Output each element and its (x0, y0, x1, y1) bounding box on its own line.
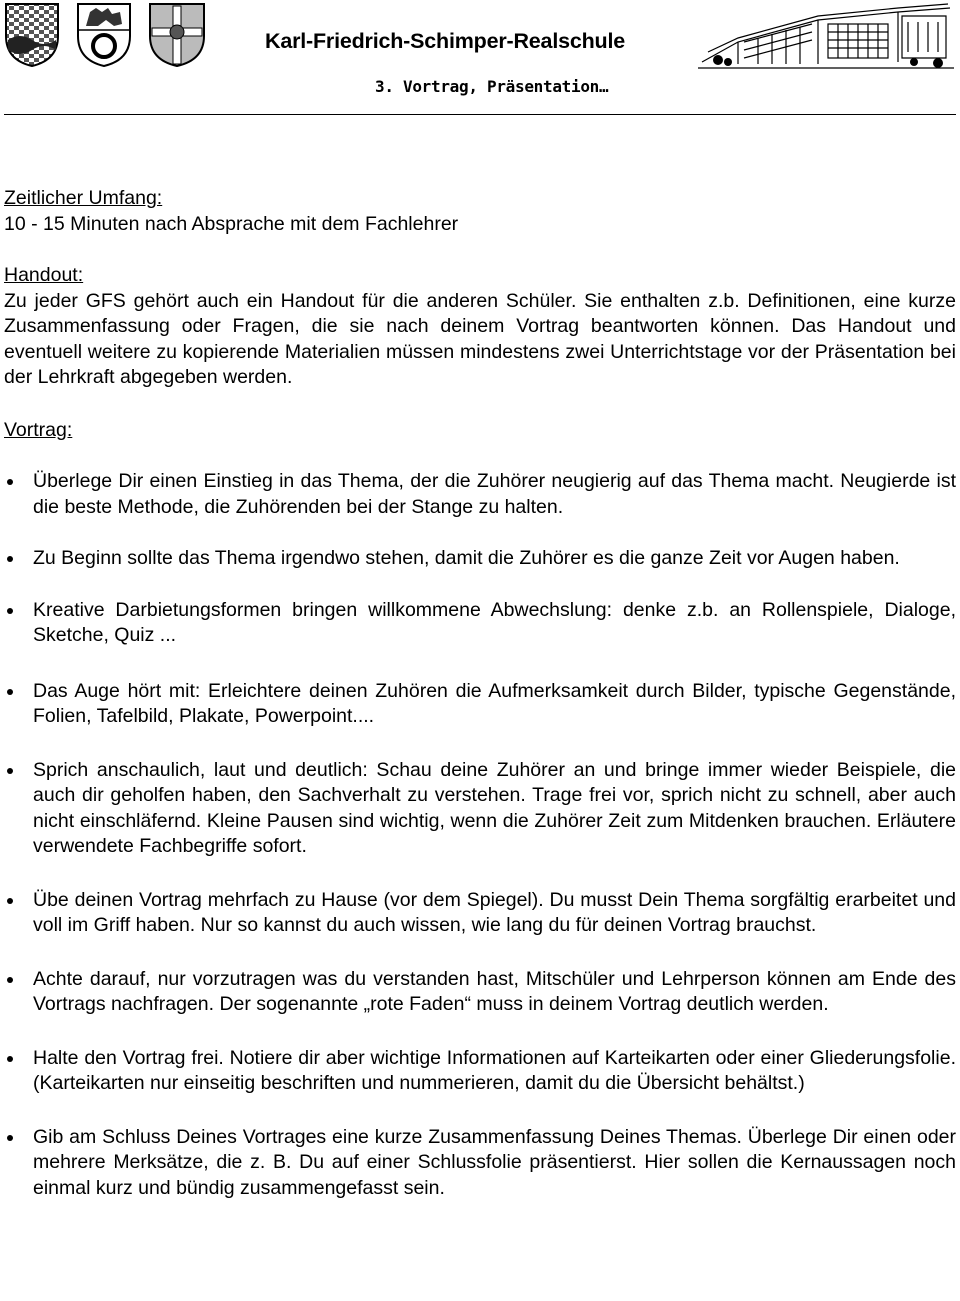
list-item: Das Auge hört mit: Erleichtere deinen Zuhören die Aufmerksamkeit durch Bilder, typische Gegenstände, Folien, Tafelbild, Plakate, Powerpoint.... (4, 679, 956, 730)
time-text: 10 - 15 Minuten nach Absprache mit dem Fachlehrer (4, 212, 459, 235)
list-item: Kreative Darbietungsformen bringen willkommene Abwechslung: denke z.b. an Rollenspiele, Dialoge, Sketche, Quiz ... (4, 598, 956, 649)
section-title: 3. Vortrag, Präsentation… (375, 77, 609, 96)
municipal-crest-1-icon (4, 2, 60, 68)
municipal-crest-3-icon (148, 2, 206, 68)
municipal-crest-2-icon (76, 2, 132, 68)
lecture-heading: Vortrag: (4, 418, 73, 441)
school-building-icon (698, 2, 954, 72)
handout-heading: Handout: (4, 264, 84, 286)
header-divider (4, 114, 956, 115)
time-heading: Zeitlicher Umfang: (4, 187, 163, 209)
school-name: Karl-Friedrich-Schimper-Realschule (265, 29, 626, 53)
list-item: Halte den Vortrag frei. Notiere dir aber wichtige Informationen auf Karteikarten oder einer Gliederungsfolie. (Karteikarten nur einseitig beschriften und nummerieren, damit du die Übersicht behältst.) (4, 1046, 956, 1097)
handout-text: Zu jeder GFS gehört auch ein Handout für die anderen Schüler. Sie enthalten z.b. Definitionen, eine kurze Zusammenfassung oder Fragen, die sie nach deinem Vortrag beantworten können. Das Handout und eventuell weitere zu kopierende Materialien müssen mindestens zwei Unterrichtstage vor der Präsentation bei der Lehrkraft abgegeben werden. (4, 289, 956, 388)
list-item: Zu Beginn sollte das Thema irgendwo stehen, damit die Zuhörer es die ganze Zeit vor Augen haben. (4, 546, 956, 572)
page-header (0, 0, 960, 118)
list-item: Übe deinen Vortrag mehrfach zu Hause (vor dem Spiegel). Du musst Dein Thema sorgfältig erarbeitet und voll im Griff haben. Nur so kannst du auch wissen, wie lang du für deinen Vortrag brauchst. (4, 888, 956, 939)
list-item: Sprich anschaulich, laut und deutlich: Schau deine Zuhörer an und bringe immer wieder Beispiele, die auch dir geholfen haben, den Sachverhalt zu verstehen. Trage frei vor, sprich nicht zu schnell, aber auch nicht einschläfernd. Kleine Pausen sind wichtig, wenn die Zuhörer Zeit zum Mitdenken brauchen. Erläutere verwendete Fachbegriffe sofort. (4, 758, 956, 860)
list-item: Überlege Dir einen Einstieg in das Thema, der die Zuhörer neugierig auf das Thema macht. Neugierde ist die beste Methode, die Zuhörenden bei der Stange zu halten. (4, 469, 956, 520)
list-item: Achte darauf, nur vorzutragen was du verstanden hast, Mitschüler und Lehrperson können am Ende des Vortrags nachfragen. Der sogenannte „rote Faden“ muss in deinem Vortrag deutlich werden. (4, 967, 956, 1018)
document-body (4, 186, 956, 1201)
list-item: Gib am Schluss Deines Vortrages eine kurze Zusammenfassung Deines Themas. Überlege Dir einen oder mehrere Merksätze, die z. B. Du auf einer Schlussfolie präsentierst. Hier sollen die Kernaussagen noch einmal kurz und bündig zusammengefasst sein. (4, 1125, 956, 1202)
lecture-list (4, 469, 956, 1201)
